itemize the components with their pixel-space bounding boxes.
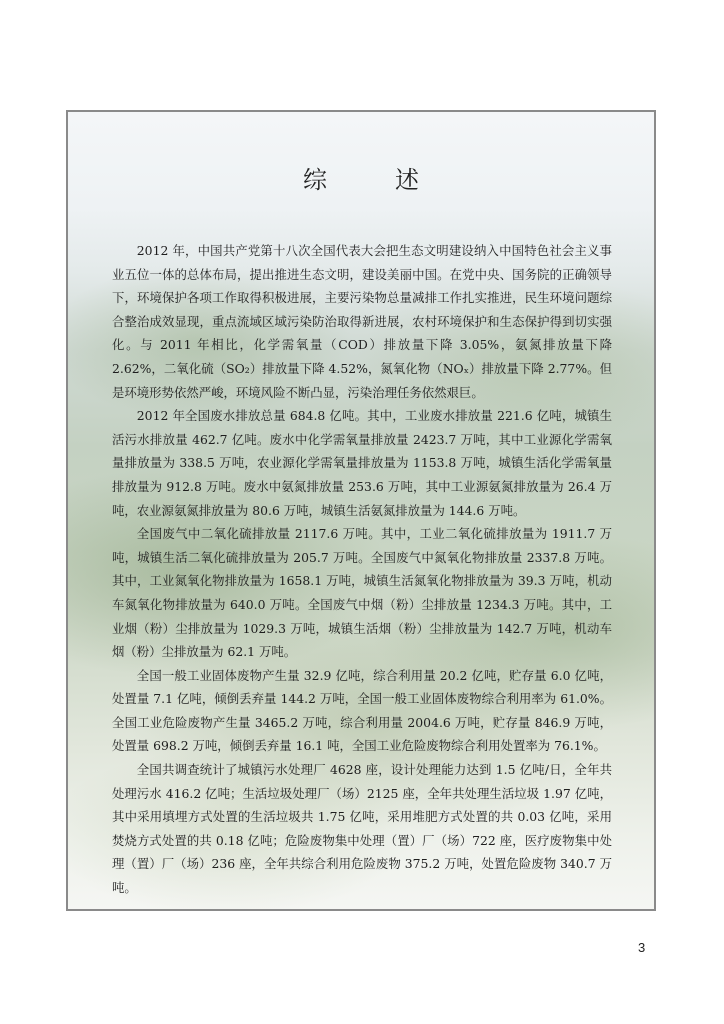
paragraph-overview: 2012 年，中国共产党第十八次全国代表大会把生态文明建设纳入中国特色社会主义事业五位一体的总体布局，提出推进生态文明，建设美丽中国。在党中央、国务院的正确领导下，环境保护各项工作取得积极进展，主要污染物总量减排工作扎实推进，民生环境问题综合整治成效显现，重点流域区域污染防治取得新进展，农村环境保护和生态保护得到切实强化。与 2011 年相比，化学需氧量（COD）排放量下降 3.05%，氨氮排放量下降 2.62%，二氧化硫（SO₂）排放量下降 4.52%，氮氧化物（NOₓ）排放量下降 2.77%。但是环境形势依然严峻，环境风险不断凸显，污染治理任务依然艰巨。 [112,243,612,400]
paragraph-solid-waste: 全国一般工业固体废物产生量 32.9 亿吨，综合利用量 20.2 亿吨，贮存量 6.0 亿吨，处置量 7.1 亿吨，倾倒丢弃量 144.2 万吨，全国一般工业固体废物综合利用率为 61.0%。全国工业危险废物产生量 3465.2 万吨，综合利用量 2004.6 万吨，贮存量 846.9 万吨，处置量 698.2 万吨，倾倒丢弃量 16.1 吨，全国工业危险废物综合利用处置率为 76.1%。 [112,667,612,754]
summary-body [112,239,612,900]
summary-frame [66,110,656,911]
paragraph-waste-gas: 全国废气中二氧化硫排放量 2117.6 万吨。其中，工业二氧化硫排放量为 1911.7 万吨，城镇生活二氧化硫排放量为 205.7 万吨。全国废气中氮氧化物排放量 2337.8 万吨。其中，工业氮氧化物排放量为 1658.1 万吨，城镇生活氮氧化物排放量为 39.3 万吨，机动车氮氧化物排放量为 640.0 万吨。全国废气中烟（粉）尘排放量 1234.3 万吨。其中，工业烟（粉）尘排放量为 1029.3 万吨，城镇生活烟（粉）尘排放量为 142.7 万吨，机动车烟（粉）尘排放量为 62.1 万吨。 [112,526,612,660]
page-number: 3 [638,940,646,955]
paragraph-treatment-facilities: 全国共调查统计了城镇污水处理厂 4628 座，设计处理能力达到 1.5 亿吨/日，全年共处理污水 416.2 亿吨；生活垃圾处理厂（场）2125 座，全年共处理生活垃圾 1.97 亿吨，其中采用填埋方式处置的生活垃圾共 1.75 亿吨，采用堆肥方式处置的共 0.03 亿吨，采用焚烧方式处置的共 0.18 亿吨；危险废物集中处理（置）厂（场）722 座，医疗废物集中处理（置）厂（场）236 座，全年共综合利用危险废物 375.2 万吨，处置危险废物 340.7 万吨。 [112,762,612,896]
page-title: 综 述 [303,166,441,194]
paragraph-wastewater: 2012 年全国废水排放总量 684.8 亿吨。其中，工业废水排放量 221.6 亿吨，城镇生活污水排放量 462.7 亿吨。废水中化学需氧量排放量 2423.7 万吨，其中工业源化学需氧量排放量为 338.5 万吨，农业源化学需氧量排放量为 1153.8 万吨，城镇生活化学需氧量排放量为 912.8 万吨。废水中氨氮排放量 253.6 万吨，其中工业源氨氮排放量为 26.4 万吨，农业源氨氮排放量为 80.6 万吨，城镇生活氨氮排放量为 144.6 万吨。 [112,408,612,518]
